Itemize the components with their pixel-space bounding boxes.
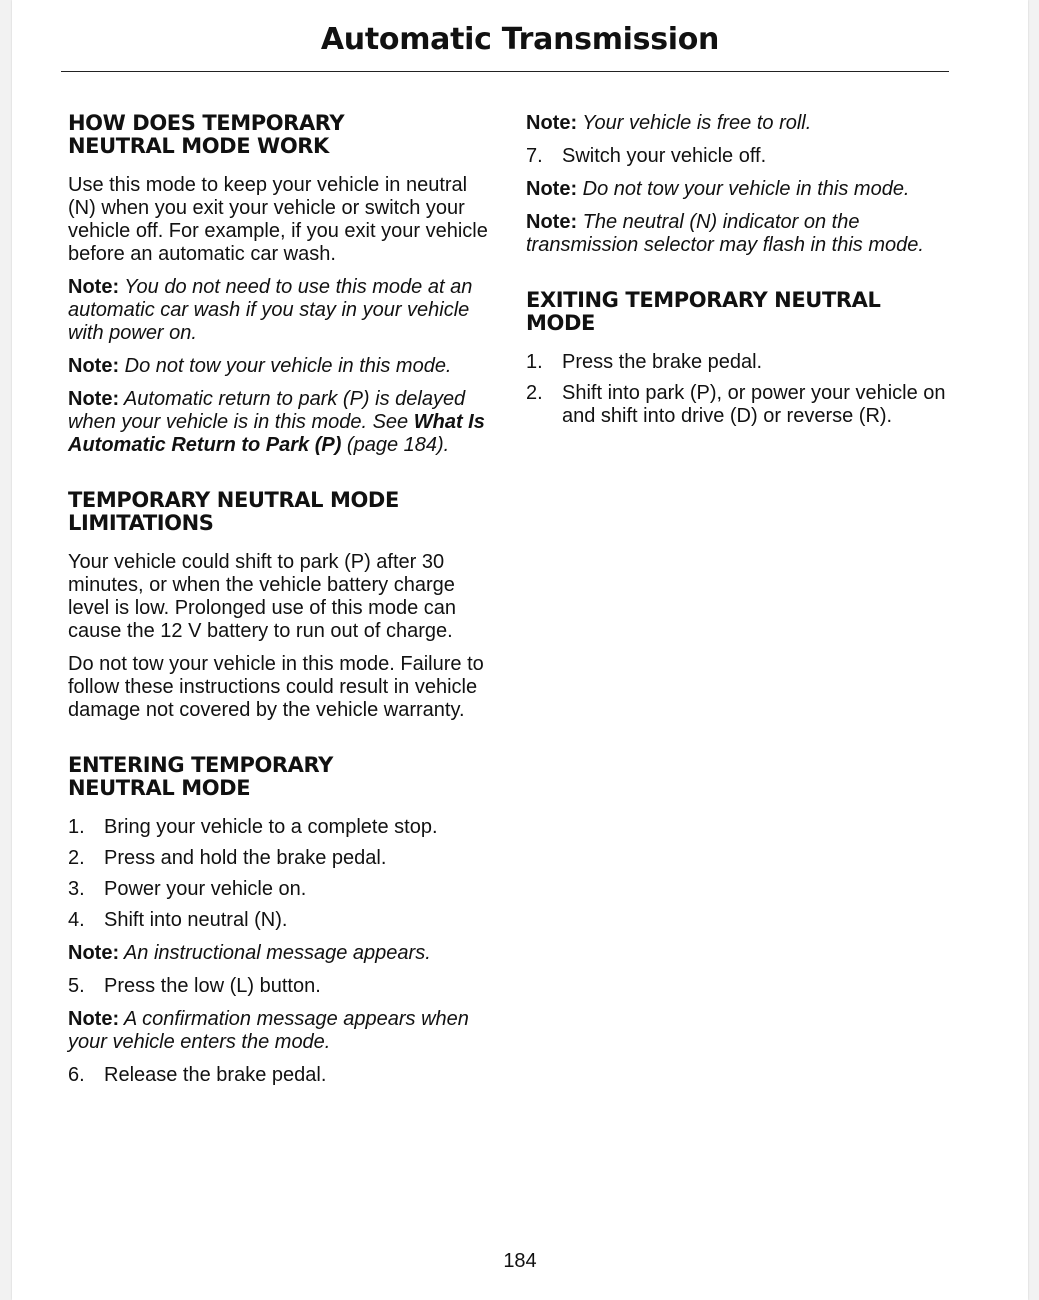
paragraph: Do not tow your vehicle in this mode. Failure to follow these instructions could result in vehicle damage not covered by the vehicle warranty. (68, 653, 484, 721)
step-number: 6. (68, 1064, 85, 1086)
note-text: An instructional message appears. (119, 942, 431, 964)
note-label: Note: (68, 942, 120, 964)
step-number: 1. (526, 351, 543, 373)
note-label: Note: (526, 211, 578, 233)
list-item (526, 145, 946, 168)
note (68, 1008, 488, 1054)
step-number: 1. (68, 816, 85, 838)
step-text: Bring your vehicle to a complete stop. (104, 816, 438, 838)
note-text: Do not tow your vehicle in this mode. (119, 355, 452, 377)
section-heading-limitations: TEMPORARY NEUTRAL MODE LIMITATIONS (68, 488, 399, 535)
note-label: Note: (526, 178, 578, 200)
right-column (526, 112, 946, 438)
step-text: Power your vehicle on. (104, 878, 307, 900)
note-label: Note: (68, 1008, 120, 1030)
list-item (526, 382, 946, 428)
note (526, 211, 946, 257)
steps-list (68, 1064, 488, 1087)
manual-page (12, 0, 1028, 1300)
header-divider (61, 71, 949, 72)
list-item (526, 351, 946, 374)
note-label: Note: (68, 355, 120, 377)
step-text: Shift into neutral (N). (104, 909, 288, 931)
list-item (68, 909, 488, 932)
steps-list (68, 975, 488, 998)
step-number: 5. (68, 975, 85, 997)
step-number: 7. (526, 145, 543, 167)
note-text: You do not need to use this mode at an automatic car wash if you stay in your vehicle with power on. (68, 276, 473, 344)
steps-list (68, 816, 488, 932)
paragraph: Your vehicle could shift to park (P) after 30 minutes, or when the vehicle battery charge level is low. Prolonged use of this mode can cause the 12 V battery to run out of charge. (68, 551, 456, 642)
step-number: 4. (68, 909, 85, 931)
step-text: Press the brake pedal. (562, 351, 763, 373)
step-text: Switch your vehicle off. (562, 145, 767, 167)
note-text: Automatic return to park (P) is delayed when your vehicle is in this mode. See (68, 388, 466, 433)
step-text: Press the low (L) button. (104, 975, 321, 997)
step-text: Release the brake pedal. (104, 1064, 327, 1086)
note-label: Note: (68, 388, 120, 410)
note (68, 276, 488, 345)
note (68, 942, 488, 965)
step-number: 2. (526, 382, 543, 404)
list-item (68, 847, 488, 870)
note-label: Note: (526, 112, 578, 134)
page-title: Automatic Transmission (320, 22, 720, 57)
list-item (68, 878, 488, 901)
note-text: A confirmation message appears when your vehicle enters the mode. (68, 1008, 469, 1053)
section-heading-how-it-works: HOW DOES TEMPORARY NEUTRAL MODE WORK (68, 111, 345, 158)
paragraph: Use this mode to keep your vehicle in neutral (N) when you exit your vehicle or switch your vehicle off. For example, if you exit your vehicle before an automatic car wash. (68, 174, 488, 265)
cross-reference-link[interactable]: What Is Automatic Return to Park (P) (68, 411, 485, 456)
note (68, 388, 488, 457)
list-item (68, 816, 488, 839)
step-number: 3. (68, 878, 85, 900)
note (526, 178, 946, 201)
list-item (68, 1064, 488, 1087)
left-column (68, 112, 488, 1097)
note (68, 355, 488, 378)
steps-list (526, 351, 946, 428)
section-heading-exiting: EXITING TEMPORARY NEUTRAL MODE (526, 288, 881, 335)
step-number: 2. (68, 847, 85, 869)
page-number: 184 (503, 1250, 537, 1272)
step-text: Press and hold the brake pedal. (104, 847, 387, 869)
note-text: Your vehicle is free to roll. (577, 112, 812, 134)
section-heading-entering: ENTERING TEMPORARY NEUTRAL MODE (68, 753, 333, 800)
page-reference: (page 184). (341, 434, 450, 456)
note-text: Do not tow your vehicle in this mode. (577, 178, 910, 200)
steps-list (526, 145, 946, 168)
note-label: Note: (68, 276, 120, 298)
note (526, 112, 946, 135)
step-text: Shift into park (P), or power your vehicle on and shift into drive (D) or reverse (R). (562, 382, 946, 427)
note-text: The neutral (N) indicator on the transmission selector may flash in this mode. (526, 211, 924, 256)
list-item (68, 975, 488, 998)
